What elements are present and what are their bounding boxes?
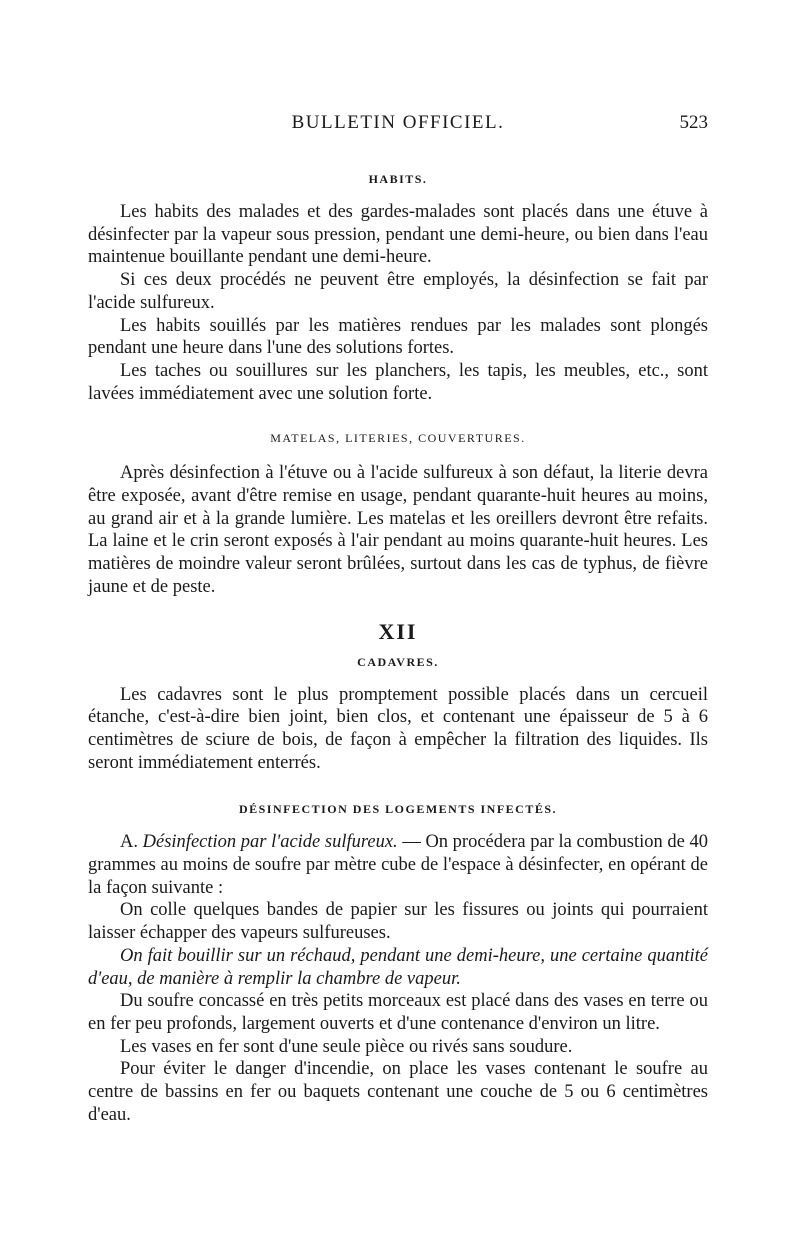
section-title-cadavres: CADAVRES. bbox=[357, 654, 439, 669]
running-title: BULLETIN OFFICIEL. bbox=[291, 112, 505, 133]
paragraph: On colle quelques bandes de papier sur les fissures ou joints qui pourraient laisser échapper des vapeurs sulfureuses. bbox=[88, 900, 708, 944]
page-number: 523 bbox=[679, 112, 708, 133]
section-title-habits: HABITS. bbox=[368, 172, 428, 186]
paragraph: Du soufre concassé en très petits morceaux est placé dans des vases en terre ou en fer peu profonds, largement ouverts et d'une contenance d'environ un litre. bbox=[88, 991, 708, 1034]
paragraph: Si ces deux procédés ne peuvent être employés, la désinfection se fait par l'acide sulfureux. bbox=[88, 270, 708, 313]
paragraph: Les vases en fer sont d'une seule pièce ou rivés sans soudure. bbox=[120, 1036, 573, 1057]
page-body bbox=[88, 172, 708, 1127]
paragraph-desinfection-a bbox=[88, 831, 708, 899]
section-title-desinfection: DÉSINFECTION DES LOGEMENTS INFECTÉS. bbox=[238, 802, 558, 817]
paragraph: Après désinfection à l'étuve ou à l'acide sulfureux à son défaut, la literie devra être exposée, avant d'être remise en usage, pendant quarante-huit heures au moins, au grand air et à la grande lumière. Les matelas et les oreillers devront être refaits. La laine et le crin seront exposés à l'air pendant au moins quarante-huit heures. Les matières de moindre valeur seront brûlées, surtout dans les cas de typhus, de fièvre jaune et de peste. bbox=[88, 463, 708, 597]
paragraph: Les taches ou souillures sur les planchers, les tapis, les meubles, etc., sont lavées immédiatement avec une solution forte. bbox=[88, 360, 708, 404]
chapter-heading: XII bbox=[378, 618, 418, 644]
running-head bbox=[88, 112, 708, 142]
paragraph: Les cadavres sont le plus promptement possible placés dans un cercueil étanche, c'est-à-dire bien joint, bien clos, et contenant une épaisseur de 5 à 6 centimètres de sciure de bois, de façon à empêcher la filtration des liquides. Ils seront immédiatement enterrés. bbox=[88, 684, 708, 773]
paragraph: Les habits des malades et des gardes-malades sont placés dans une étuve à désinfecter par la vapeur sous pression, pendant une demi-heure, ou bien dans l'eau maintenue bouillante pendant une demi-heure. bbox=[88, 202, 708, 268]
italic-heading: Désinfection par l'acide sulfureux. bbox=[142, 832, 398, 853]
italic-text: On fait bouillir sur un réchaud, pendant une demi-heure, une certaine quantité d'eau, de manière à remplir la chambre de vapeur. bbox=[88, 945, 708, 989]
paragraph: Pour éviter le danger d'incendie, on place les vases contenant le soufre au centre de bassins en fer ou baquets contenant une couche de 5 ou 6 centimètres d'eau. bbox=[88, 1059, 708, 1125]
paragraph: Les habits souillés par les matières rendues par les malades sont plongés pendant une heure dans l'une des solutions fortes. bbox=[88, 315, 708, 359]
list-marker: A. bbox=[120, 832, 138, 853]
section-title-matelas: MATELAS, LITERIES, COUVERTURES. bbox=[270, 431, 526, 446]
paragraph-text: — On procédera par la combustion de 40 grammes au moins de soufre par mètre cube de l'espace à désinfecter, en opérant de la façon suivante : bbox=[88, 832, 709, 898]
paragraph-italic bbox=[88, 945, 708, 990]
